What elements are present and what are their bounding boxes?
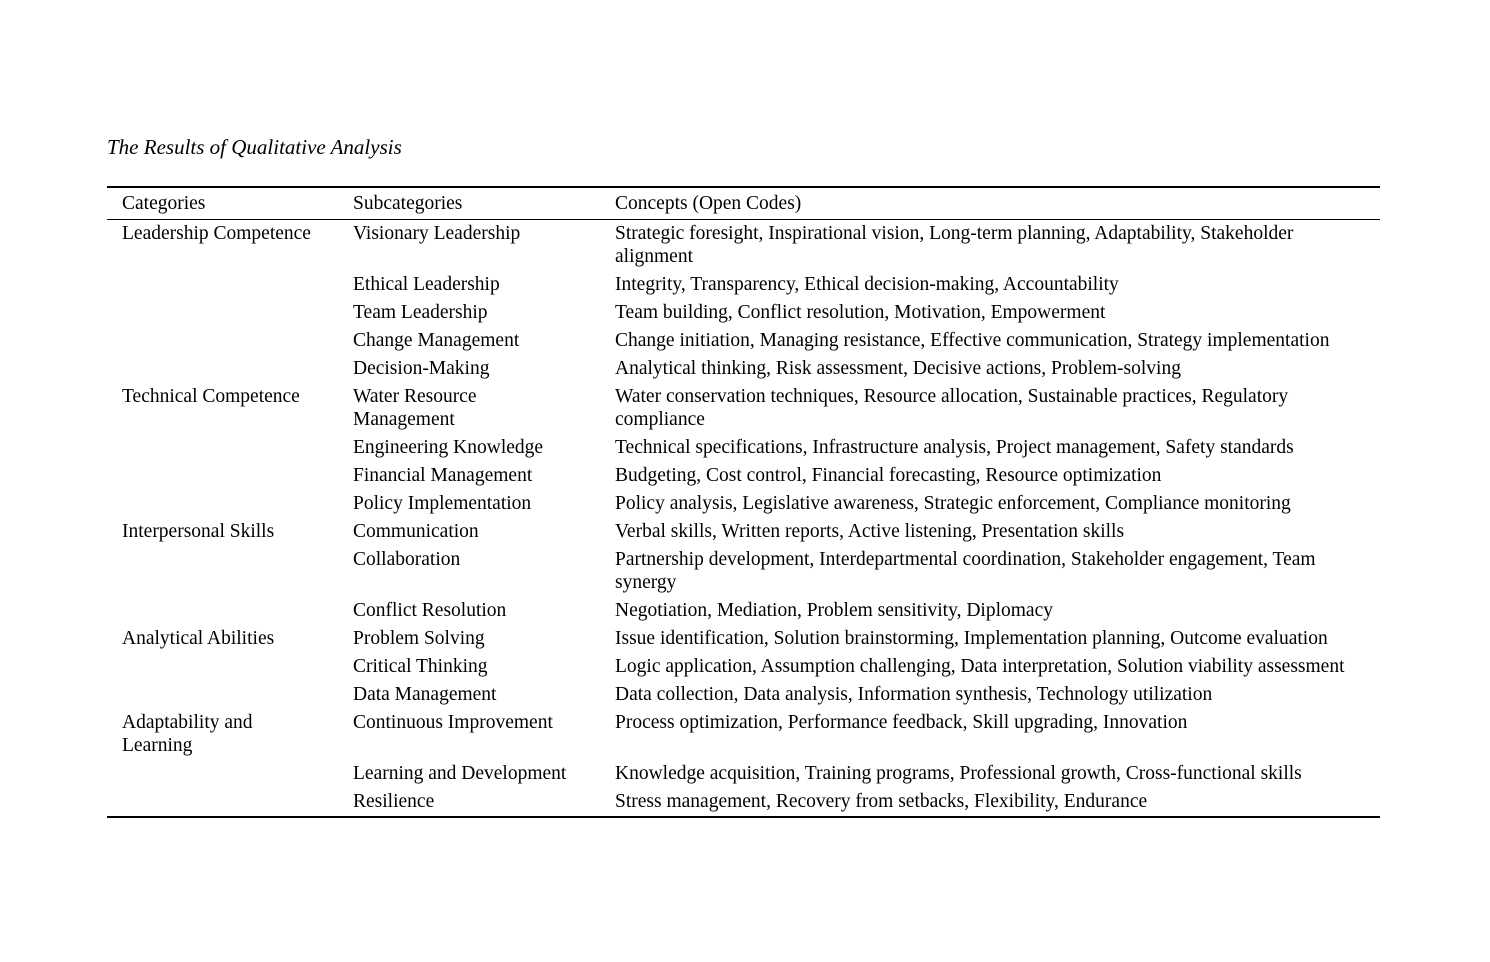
concepts-cell: Policy analysis, Legislative awareness, Strategic enforcement, Compliance monitoring xyxy=(615,493,1291,514)
table-row xyxy=(107,327,1380,355)
column-header-categories: Categories xyxy=(107,187,353,220)
concepts-cell: Data collection, Data analysis, Information synthesis, Technology utilization xyxy=(615,684,1213,705)
subcategory-cell: Visionary Leadership xyxy=(353,223,521,244)
category-cell xyxy=(107,546,353,597)
category-cell: Leadership Competence xyxy=(122,223,311,244)
table-row xyxy=(107,271,1380,299)
subcategory-cell: Continuous Improvement xyxy=(353,712,553,733)
table-body xyxy=(107,220,1380,818)
category-cell: Analytical Abilities xyxy=(122,628,275,649)
table-title: The Results of Qualitative Analysis xyxy=(107,135,402,159)
table-row xyxy=(107,518,1380,546)
table-row xyxy=(107,462,1380,490)
category-cell: Adaptability and Learning xyxy=(122,712,253,756)
concepts-cell: Budgeting, Cost control, Financial forecasting, Resource optimization xyxy=(615,465,1162,486)
category-cell xyxy=(107,788,353,817)
subcategory-cell: Team Leadership xyxy=(353,302,488,323)
category-cell xyxy=(107,271,353,299)
table-row xyxy=(107,597,1380,625)
category-cell xyxy=(107,597,353,625)
subcategory-cell: Critical Thinking xyxy=(353,656,488,677)
subcategory-cell: Problem Solving xyxy=(353,628,485,649)
concepts-cell: Logic application, Assumption challenging, Data interpretation, Solution viability assessment xyxy=(615,656,1345,677)
subcategory-cell: Engineering Knowledge xyxy=(353,437,544,458)
subcategory-cell: Communication xyxy=(353,521,479,542)
category-cell xyxy=(107,760,353,788)
qualitative-analysis-results-table xyxy=(107,186,1380,818)
table-row xyxy=(107,434,1380,462)
concepts-cell: Verbal skills, Written reports, Active listening, Presentation skills xyxy=(615,521,1125,542)
concepts-cell: Technical specifications, Infrastructure analysis, Project management, Safety standards xyxy=(615,437,1294,458)
table-row xyxy=(107,625,1380,653)
subcategory-cell: Conflict Resolution xyxy=(353,600,507,621)
table-row xyxy=(107,760,1380,788)
subcategory-cell: Collaboration xyxy=(353,549,461,570)
table-header-row xyxy=(107,187,1380,220)
concepts-cell: Knowledge acquisition, Training programs, Professional growth, Cross-functional skills xyxy=(615,763,1302,784)
column-header-concepts: Concepts (Open Codes) xyxy=(615,187,1380,220)
table-row xyxy=(107,546,1380,597)
category-cell xyxy=(107,490,353,518)
category-cell xyxy=(107,681,353,709)
concepts-cell: Integrity, Transparency, Ethical decision-making, Accountability xyxy=(615,274,1119,295)
category-cell xyxy=(107,327,353,355)
concepts-cell: Negotiation, Mediation, Problem sensitivity, Diplomacy xyxy=(615,600,1053,621)
subcategory-cell: Data Management xyxy=(353,684,497,705)
category-cell xyxy=(107,434,353,462)
concepts-cell: Water conservation techniques, Resource allocation, Sustainable practices, Regulatory compliance xyxy=(615,386,1289,430)
concepts-cell: Change initiation, Managing resistance, Effective communication, Strategy implementation xyxy=(615,330,1330,351)
category-cell: Technical Competence xyxy=(122,386,300,407)
concepts-cell: Process optimization, Performance feedback, Skill upgrading, Innovation xyxy=(615,712,1188,733)
category-cell xyxy=(107,355,353,383)
category-cell xyxy=(107,653,353,681)
concepts-cell: Partnership development, Interdepartmental coordination, Stakeholder engagement, Team synergy xyxy=(615,549,1316,593)
subcategory-cell: Resilience xyxy=(353,791,435,812)
table-row xyxy=(107,709,1380,760)
concepts-cell: Stress management, Recovery from setbacks, Flexibility, Endurance xyxy=(615,791,1148,812)
concepts-cell: Strategic foresight, Inspirational vision, Long-term planning, Adaptability, Stakeholder alignment xyxy=(615,223,1294,267)
table-row xyxy=(107,383,1380,434)
table-row xyxy=(107,788,1380,817)
subcategory-cell: Policy Implementation xyxy=(353,493,532,514)
category-cell: Interpersonal Skills xyxy=(122,521,275,542)
column-header-subcategories: Subcategories xyxy=(353,187,615,220)
subcategory-cell: Ethical Leadership xyxy=(353,274,500,295)
subcategory-cell: Learning and Development xyxy=(353,763,567,784)
table-row xyxy=(107,681,1380,709)
subcategory-cell: Water Resource Management xyxy=(353,386,477,430)
concepts-cell: Analytical thinking, Risk assessment, Decisive actions, Problem-solving xyxy=(615,358,1181,379)
category-cell xyxy=(107,299,353,327)
subcategory-cell: Decision-Making xyxy=(353,358,490,379)
table-row xyxy=(107,653,1380,681)
subcategory-cell: Financial Management xyxy=(353,465,533,486)
concepts-cell: Team building, Conflict resolution, Motivation, Empowerment xyxy=(615,302,1106,323)
table-row xyxy=(107,490,1380,518)
table-row xyxy=(107,220,1380,272)
category-cell xyxy=(107,462,353,490)
table-row xyxy=(107,355,1380,383)
concepts-cell: Issue identification, Solution brainstorming, Implementation planning, Outcome evaluation xyxy=(615,628,1328,649)
subcategory-cell: Change Management xyxy=(353,330,520,351)
table-row xyxy=(107,299,1380,327)
